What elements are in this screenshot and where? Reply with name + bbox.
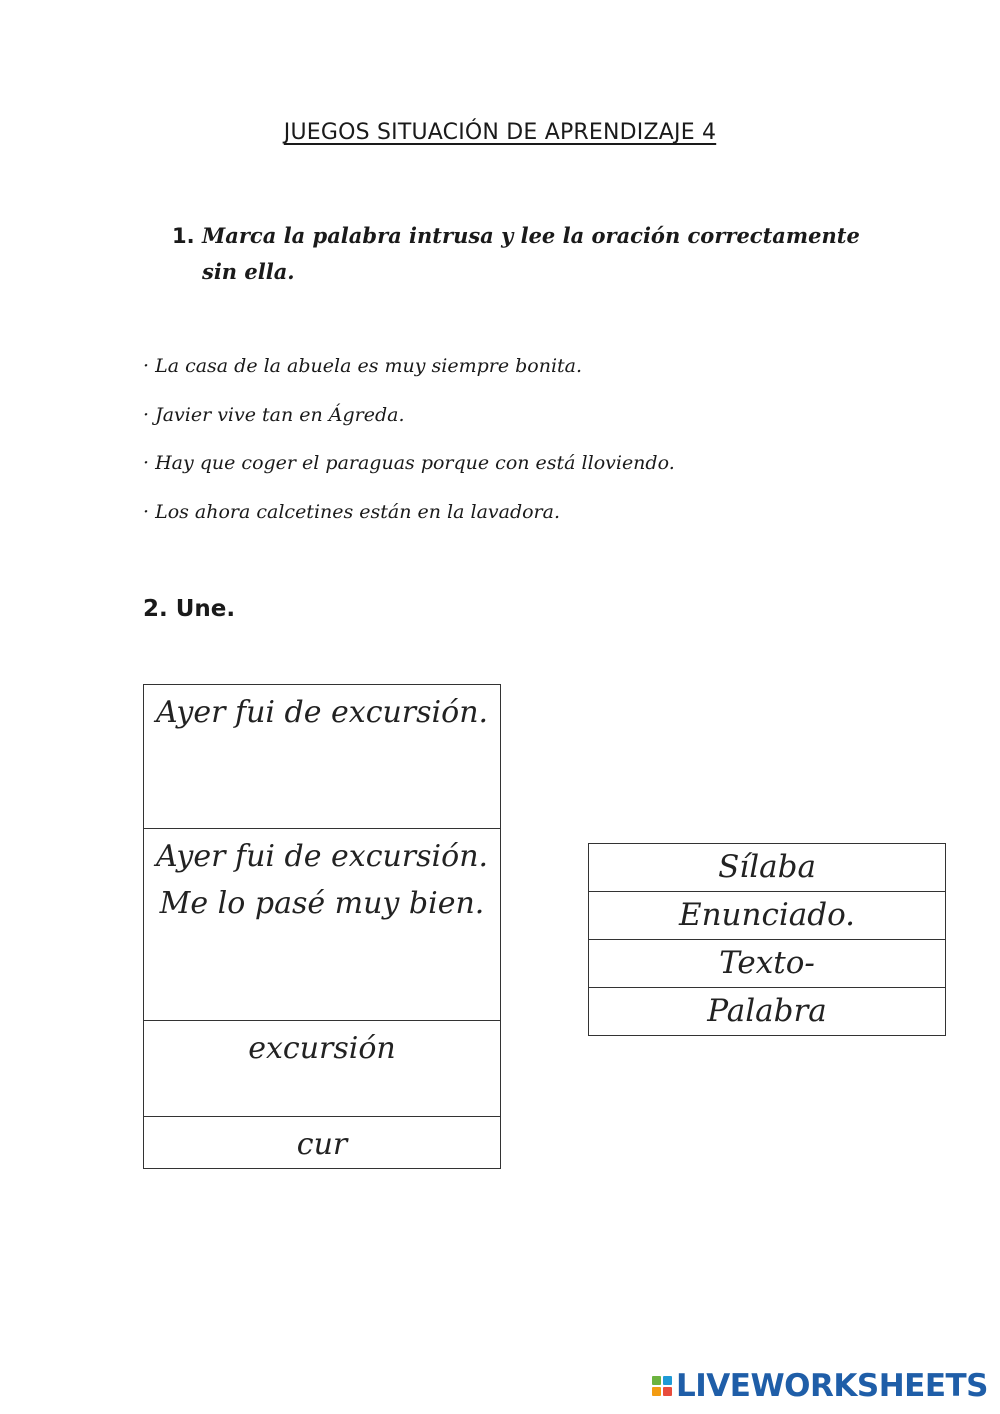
sentence-list [143, 350, 863, 544]
left-item-2[interactable]: Ayer fui de excursión. Me lo pasé muy bien. [144, 829, 501, 1021]
question-1-number: 1. [172, 224, 195, 248]
left-match-table [143, 684, 501, 1169]
liveworksheets-logo [652, 1368, 988, 1404]
logo-text: LIVEWORKSHEETS [676, 1368, 988, 1404]
sentence-4[interactable]: · Los ahora calcetines están en la lavadora. [143, 500, 561, 523]
left-item-4[interactable]: cur [144, 1117, 501, 1169]
logo-squares-icon [652, 1376, 672, 1396]
logo-square-1 [652, 1376, 661, 1385]
right-item-1[interactable]: Sílaba [589, 844, 946, 892]
question-1 [172, 218, 872, 290]
right-match-table [588, 843, 946, 1036]
left-item-3[interactable]: excursión [144, 1021, 501, 1117]
left-item-1[interactable]: Ayer fui de excursión. [144, 685, 501, 829]
logo-square-4 [663, 1387, 672, 1396]
right-item-4[interactable]: Palabra [589, 988, 946, 1036]
right-item-3[interactable]: Texto- [589, 940, 946, 988]
page-title: JUEGOS SITUACIÓN DE APRENDIZAJE 4 [283, 120, 717, 145]
sentence-2[interactable]: · Javier vive tan en Ágreda. [143, 403, 405, 426]
question-2-label: 2. Une. [143, 596, 236, 622]
sentence-3[interactable]: · Hay que coger el paraguas porque con está lloviendo. [143, 452, 675, 474]
logo-square-3 [652, 1387, 661, 1396]
question-1-text: Marca la palabra intrusa y lee la oración correctamente sin ella. [202, 223, 860, 284]
logo-square-2 [663, 1376, 672, 1385]
sentence-1[interactable]: · La casa de la abuela es muy siempre bonita. [143, 355, 583, 377]
right-item-2[interactable]: Enunciado. [589, 892, 946, 940]
